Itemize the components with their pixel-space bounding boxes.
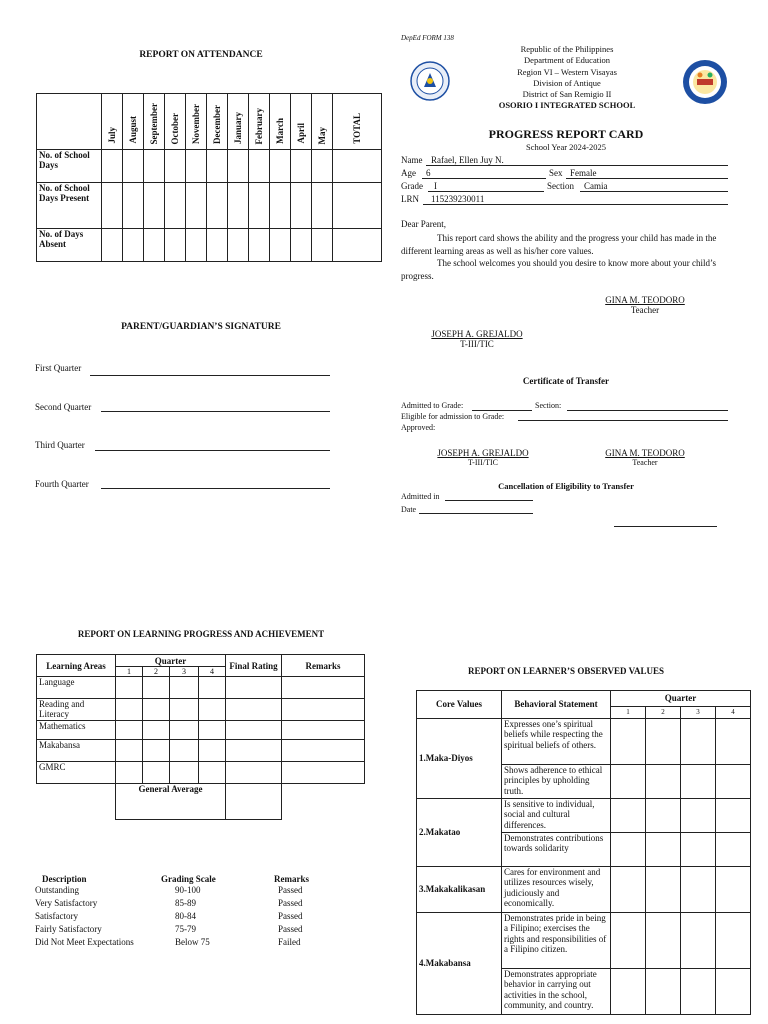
- grade-scale: 85-89: [175, 898, 196, 908]
- attendance-title: REPORT ON ATTENDANCE: [139, 50, 263, 60]
- month-header: March: [270, 94, 291, 150]
- date-line[interactable]: [419, 513, 533, 514]
- admitted-in-line[interactable]: [445, 500, 533, 501]
- col-core-values: Core Values: [417, 691, 502, 719]
- q2-signature-line[interactable]: [101, 411, 330, 412]
- deped-seal-icon: [410, 61, 450, 101]
- admitted-grade-label: Admitted to Grade:: [401, 401, 464, 410]
- grade-field[interactable]: [428, 181, 544, 192]
- q4-label: Fourth Quarter: [35, 479, 89, 489]
- quarter-num: 3: [170, 667, 199, 677]
- statement: Cares for environment and utilizes resources wisely, judiciously and economically.: [502, 866, 611, 912]
- approved-label: Approved:: [401, 423, 436, 432]
- quarter-num: 3: [681, 707, 716, 719]
- grade-desc: Satisfactory: [35, 911, 78, 921]
- statement: Expresses one’s spiritual beliefs while respecting the spiritual beliefs of others.: [502, 718, 611, 764]
- teacher-signature: [590, 295, 700, 315]
- sex-value: Female: [570, 168, 597, 178]
- age-field[interactable]: [422, 168, 546, 179]
- table-row: [417, 798, 751, 832]
- grade-remarks: Passed: [278, 924, 303, 934]
- area-label: Mathematics: [37, 721, 116, 740]
- area-label: GMRC: [37, 762, 116, 784]
- section-value: Camia: [584, 181, 608, 191]
- col-remarks: Remarks: [282, 655, 365, 677]
- section-field[interactable]: [580, 181, 728, 192]
- table-row: [37, 677, 365, 699]
- quarter-num: 4: [199, 667, 226, 677]
- month-header: December: [207, 94, 228, 150]
- row-label: No. of School Days Present: [37, 183, 102, 229]
- core-value-label: 2.Makatao: [417, 798, 502, 866]
- grade-remarks: Passed: [278, 885, 303, 895]
- card-title: PROGRESS REPORT CARD: [488, 127, 644, 141]
- attendance-corner: [37, 94, 102, 150]
- head-name: JOSEPH A. GREJALDO: [431, 329, 523, 339]
- col-learning-areas: Learning Areas: [37, 655, 116, 677]
- lrn-value: 115239230011: [431, 194, 485, 204]
- month-header: February: [249, 94, 270, 150]
- quarter-num: 1: [116, 667, 143, 677]
- values-table: [416, 690, 751, 1015]
- transfer-title: Certificate of Transfer: [522, 376, 610, 386]
- date-label: Date: [401, 505, 417, 514]
- republic-line: Republic of the Philippines: [520, 44, 614, 54]
- learning-title: REPORT ON LEARNING PROGRESS AND ACHIEVEMENT: [77, 629, 325, 639]
- cancellation-title: Cancellation of Eligibility to Transfer: [498, 481, 634, 491]
- table-row: [417, 912, 751, 968]
- grade-scale: 80-84: [175, 911, 196, 921]
- statement: Demonstrates appropriate behavior in carrying out activities in the school, community, and country.: [502, 968, 611, 1014]
- transfer-section-line[interactable]: [567, 410, 728, 411]
- grade-remarks: Failed: [278, 937, 301, 947]
- grade-scale: 90-100: [175, 885, 201, 895]
- area-label: Language: [37, 677, 116, 699]
- total-header: TOTAL: [333, 94, 382, 150]
- grading-header-remarks: Remarks: [274, 874, 309, 884]
- quarter-num: 2: [646, 707, 681, 719]
- area-label: Makabansa: [37, 740, 116, 762]
- table-row: [37, 740, 365, 762]
- transfer-head-title: T-III/TIC: [468, 458, 498, 467]
- grade-remarks: Passed: [278, 898, 303, 908]
- statement: Shows adherence to ethical principles by upholding truth.: [502, 764, 611, 798]
- general-average-label: General Average: [116, 784, 226, 820]
- sex-label: Sex: [549, 168, 563, 178]
- region-line: Region VI – Western Visayas: [517, 66, 617, 77]
- area-label: Reading and Literacy: [37, 699, 116, 721]
- lrn-field[interactable]: [423, 194, 728, 205]
- col-final-rating: Final Rating: [226, 655, 282, 677]
- row-label: No. of School Days: [37, 150, 102, 183]
- core-value-label: 4.Makabansa: [417, 912, 502, 1014]
- district-line: District of San Remigio II: [522, 89, 612, 100]
- table-row: [417, 718, 751, 764]
- col-behavioral-statement: Behavioral Statement: [502, 691, 611, 719]
- header-block: [460, 44, 674, 112]
- statement: Demonstrates pride in being a Filipino; exercises the rights and responsibilities of a Filipino citizen.: [502, 912, 611, 968]
- lrn-label: LRN: [401, 194, 419, 204]
- grade-desc: Outstanding: [35, 885, 79, 895]
- table-row: [417, 866, 751, 912]
- name-value: Rafael, Ellen Juy N.: [431, 155, 504, 165]
- grade-label: Grade: [401, 181, 423, 191]
- signature-title: PARENT/GUARDIAN’S SIGNATURE: [121, 322, 281, 332]
- grade-remarks: Passed: [278, 911, 303, 921]
- school-name: OSORIO I INTEGRATED SCHOOL: [498, 100, 636, 111]
- teacher-title: Teacher: [630, 305, 660, 315]
- month-header: November: [186, 94, 207, 150]
- transfer-head-name: JOSEPH A. GREJALDO: [437, 448, 529, 458]
- month-header: August: [123, 94, 144, 150]
- q1-signature-line[interactable]: [90, 375, 330, 376]
- col-quarter: Quarter: [611, 691, 751, 707]
- age-label: Age: [401, 168, 416, 178]
- name-field[interactable]: [426, 155, 728, 166]
- month-header: July: [102, 94, 123, 150]
- quarter-num: 2: [143, 667, 170, 677]
- form-number: DepEd FORM 138: [401, 34, 454, 42]
- q2-label: Second Quarter: [35, 402, 92, 412]
- table-row: [37, 699, 365, 721]
- core-value-label: 3.Makakalikasan: [417, 866, 502, 912]
- school-year: School Year 2024-2025: [525, 142, 607, 152]
- grading-header-scale: Grading Scale: [161, 874, 216, 884]
- month-header: April: [291, 94, 312, 150]
- core-value-label: 1.Maka-Diyos: [417, 718, 502, 798]
- name-label: Name: [401, 155, 423, 165]
- attendance-table: [36, 93, 382, 262]
- month-header: January: [228, 94, 249, 150]
- learning-table: [36, 654, 365, 820]
- transfer-teacher-name: GINA M. TEODORO: [605, 448, 685, 458]
- col-quarter: Quarter: [116, 655, 226, 667]
- head-title: T-III/TIC: [460, 339, 494, 349]
- section-label: Section: [547, 181, 574, 191]
- month-header: May: [312, 94, 333, 150]
- eligible-line[interactable]: [518, 420, 728, 421]
- admitted-in-label: Admitted in: [401, 492, 440, 501]
- cancellation-signature-line[interactable]: [614, 526, 717, 527]
- quarter-num: 4: [716, 707, 751, 719]
- department-line: Department of Education: [524, 55, 610, 66]
- grade-scale: Below 75: [175, 937, 210, 947]
- q3-signature-line[interactable]: [95, 450, 330, 451]
- q4-signature-line[interactable]: [101, 488, 330, 489]
- letter-paragraph-1: This report card shows the ability and the progress your child has made in the different learning areas as well as his/her core values.: [401, 233, 717, 256]
- age-value: 6: [426, 168, 431, 178]
- q1-label: First Quarter: [35, 363, 82, 373]
- grade-scale: 75-79: [175, 924, 196, 934]
- sex-field[interactable]: [566, 168, 728, 179]
- grade-value: I: [434, 181, 437, 191]
- letter-paragraph-2: The school welcomes you should you desire to know more about your child’s progress.: [401, 258, 716, 281]
- month-header: October: [165, 94, 186, 150]
- teacher-name: GINA M. TEODORO: [605, 295, 685, 305]
- grade-desc: Did Not Meet Expectations: [35, 937, 134, 947]
- statement: Is sensitive to individual, social and cultural differences.: [502, 798, 611, 832]
- transfer-teacher-title: Teacher: [632, 458, 658, 467]
- month-header: September: [144, 94, 165, 150]
- head-signature: [422, 329, 532, 349]
- salutation: Dear Parent,: [401, 219, 446, 229]
- table-row: [37, 721, 365, 740]
- grade-desc: Fairly Satisfactory: [35, 924, 102, 934]
- admitted-grade-line[interactable]: [472, 410, 532, 411]
- eligible-label: Eligible for admission to Grade:: [401, 412, 505, 421]
- transfer-section-label: Section:: [535, 401, 562, 410]
- quarter-num: 1: [611, 707, 646, 719]
- grading-header-description: Description: [42, 874, 87, 884]
- transfer-head-signature: [428, 448, 538, 467]
- grade-desc: Very Satisfactory: [35, 898, 98, 908]
- school-seal-icon: [682, 59, 728, 105]
- table-row: [37, 762, 365, 784]
- values-title: REPORT ON LEARNER’S OBSERVED VALUES: [468, 666, 664, 676]
- q3-label: Third Quarter: [35, 440, 85, 450]
- row-label: No. of Days Absent: [37, 229, 102, 262]
- statement: Demonstrates contributions towards solidarity: [502, 832, 611, 866]
- transfer-teacher-signature: [590, 448, 700, 467]
- division-line: Division of Antique: [533, 77, 601, 88]
